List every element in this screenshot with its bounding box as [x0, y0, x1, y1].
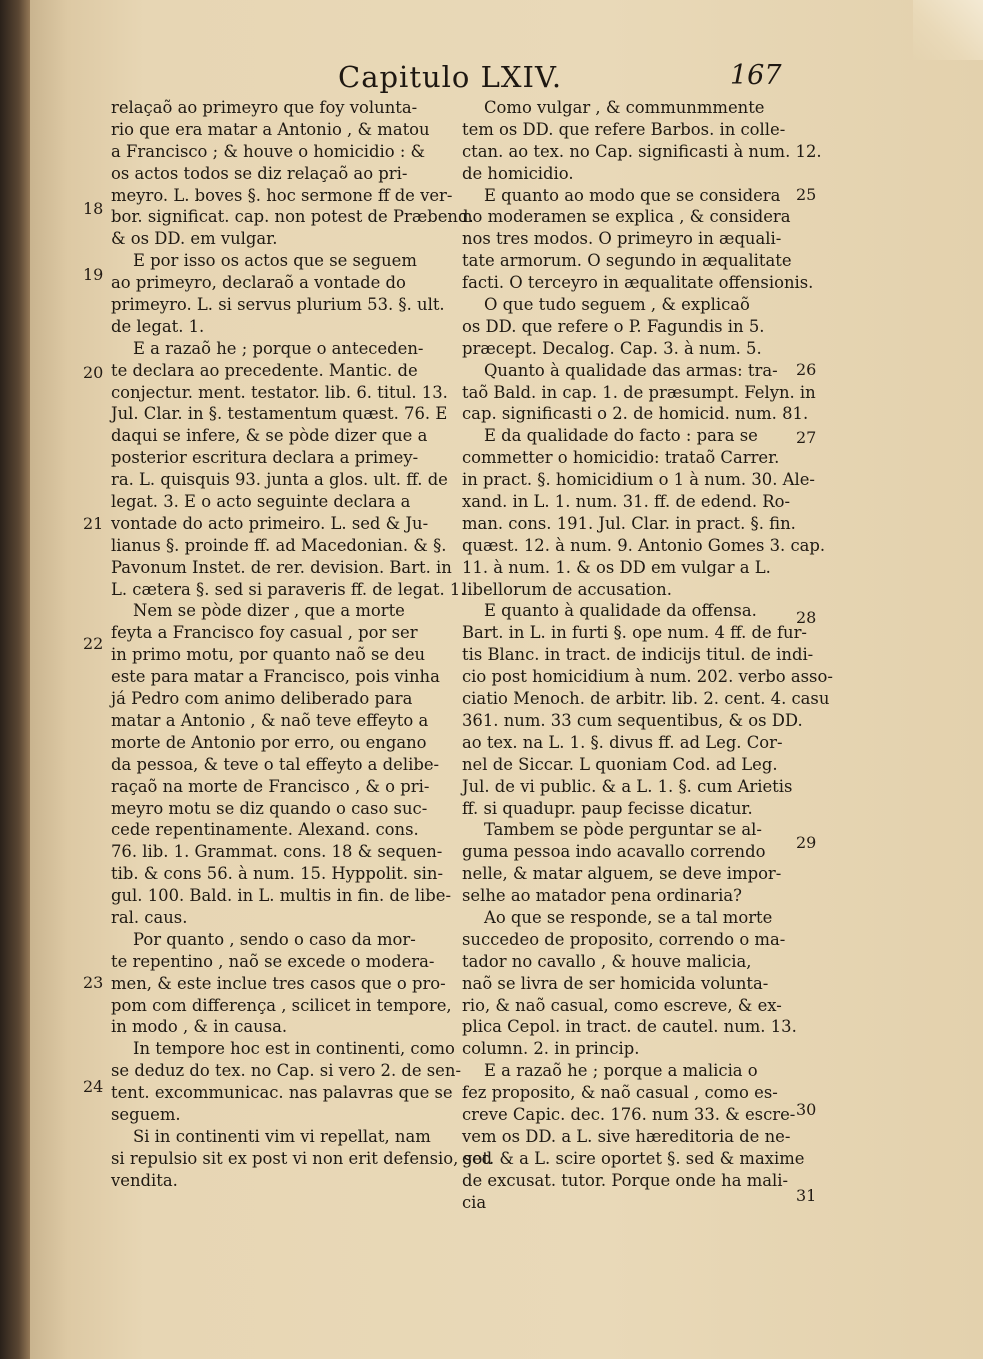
- text-line: já Pedro com animo deliberado para: [111, 689, 413, 709]
- margin-number: 18: [83, 199, 104, 218]
- text-line: ra. L. quisquis 93. junta a glos. ult. ff. de: [111, 470, 448, 490]
- text-line: pom com differença , scilicet in tempore,: [111, 995, 452, 1015]
- margin-number: 26: [796, 360, 817, 379]
- margin-number: 29: [796, 833, 817, 852]
- text-line: cia: [462, 1192, 487, 1212]
- text-line: de excusat. tutor. Porque onde ha mali-: [462, 1170, 789, 1190]
- text-line: taõ Bald. in cap. 1. de præsumpt. Felyn. in: [462, 382, 816, 402]
- text-line: bor. significat. cap. non potest de Præbend.: [111, 207, 474, 227]
- text-line: E quanto ao modo que se considera: [484, 185, 781, 205]
- text-line: este para matar a Francisco, pois vinha: [111, 667, 440, 687]
- text-line: O que tudo seguem , & explicaõ: [484, 295, 750, 315]
- book-page: [30, 0, 983, 1359]
- text-line: nelle, & matar alguem, se deve impor-: [462, 864, 782, 884]
- text-line: E a razaõ he ; porque o anteceden-: [133, 338, 424, 358]
- text-line: ral. caus.: [111, 907, 188, 927]
- margin-number: 23: [83, 973, 104, 992]
- text-line: in primo motu, por quanto naõ se deu: [111, 645, 426, 665]
- text-line: in pract. §. homicidium o 1 à num. 30. Ale-: [462, 470, 815, 490]
- book-gutter: [0, 0, 34, 1359]
- text-line: ao primeyro, declaraõ a vontade do: [111, 273, 406, 293]
- text-line: got. & a L. scire oportet §. sed & maxime: [462, 1148, 805, 1168]
- text-line: a Francisco ; & houve o homicidio : &: [111, 141, 426, 161]
- text-line: quæst. 12. à num. 9. Antonio Gomes 3. cap.: [462, 535, 826, 555]
- text-line: Pavonum Instet. de rer. devision. Bart. in: [111, 557, 452, 577]
- text-line: man. cons. 191. Jul. Clar. in pract. §. fin.: [462, 513, 796, 533]
- text-line: Si in continenti vim vi repellat, nam: [133, 1126, 431, 1146]
- text-line: si repulsio sit ex post vi non erit defensio, sed: [111, 1148, 493, 1168]
- text-line: facti. O terceyro in æqualitate offensionis.: [462, 273, 814, 293]
- text-line: tent. excommunicac. nas palavras que se: [111, 1083, 453, 1103]
- text-line: Jul. Clar. in §. testamentum quæst. 76. E: [111, 404, 448, 424]
- text-line: primeyro. L. si servus plurium 53. §. ult.: [111, 295, 445, 315]
- text-line: 76. lib. 1. Grammat. cons. 18 & sequen-: [111, 842, 443, 862]
- margin-number: 28: [796, 608, 817, 627]
- text-line: tador no cavallo , & houve malicia,: [462, 951, 752, 971]
- margin-number: 25: [796, 185, 817, 204]
- text-line: Bart. in L. in furti §. ope num. 4 ff. de fur-: [462, 623, 807, 643]
- text-line: Quanto à qualidade das armas: tra-: [484, 360, 778, 380]
- text-line: E a razaõ he ; porque a malicia o: [484, 1061, 758, 1081]
- margin-number: 21: [83, 514, 104, 533]
- text-line: te declara ao precedente. Mantic. de: [111, 360, 418, 380]
- text-line: no moderamen se explica , & considera: [462, 207, 791, 227]
- text-line: Como vulgar , & communmmente: [484, 98, 765, 117]
- text-line: ctan. ao tex. no Cap. significasti à num. 12.: [462, 141, 822, 161]
- text-line: guma pessoa indo acavallo correndo: [462, 842, 766, 862]
- text-line: matar a Antonio , & naõ teve effeyto a: [111, 710, 429, 730]
- text-line: plica Cepol. in tract. de cautel. num. 13.: [462, 1017, 797, 1037]
- text-line: nel de Siccar. L quoniam Cod. ad Leg.: [462, 754, 778, 774]
- text-line: se deduz do tex. no Cap. si vero 2. de sen-: [111, 1061, 461, 1081]
- text-line: ciatio Menoch. de arbitr. lib. 2. cent. 4. casu: [462, 689, 830, 709]
- text-line: daqui se infere, & se pòde dizer que a: [111, 426, 428, 446]
- text-line: xand. in L. 1. num. 31. ff. de edend. Ro-: [462, 492, 790, 512]
- margin-number: 30: [796, 1100, 817, 1119]
- text-line: da pessoa, & teve o tal effeyto a delibe-: [111, 754, 440, 774]
- text-line: legat. 3. E o acto seguinte declara a: [111, 492, 411, 512]
- text-line: conjectur. ment. testator. lib. 6. titul. 13.: [111, 382, 448, 402]
- text-line: meyro motu se diz quando o caso suc-: [111, 798, 428, 818]
- margin-number: 19: [83, 265, 104, 284]
- text-line: men, & este inclue tres casos que o pro-: [111, 973, 446, 993]
- text-line: raçaõ na morte de Francisco , & o pri-: [111, 776, 430, 796]
- text-line: tem os DD. que refere Barbos. in colle-: [462, 119, 786, 139]
- text-line: & os DD. em vulgar.: [111, 229, 278, 249]
- text-line: de homicidio.: [462, 163, 574, 183]
- text-line: E da qualidade do facto : para se: [484, 426, 758, 446]
- text-line: L. cætera §. sed si paraveris ff. de legat. 1.: [111, 579, 466, 599]
- text-line: column. 2. in princip.: [462, 1039, 640, 1059]
- text-line: fez proposito, & naõ casual , como es-: [462, 1083, 778, 1103]
- text-line: relaçaõ ao primeyro que foy volunta-: [111, 98, 418, 117]
- text-line: E quanto à qualidade da offensa.: [484, 601, 757, 621]
- text-line: 361. num. 33 cum sequentibus, & os DD.: [462, 710, 803, 730]
- text-line: posterior escritura declara a primey-: [111, 448, 419, 468]
- text-line: Nem se pòde dizer , que a morte: [133, 601, 405, 621]
- text-line: rio que era matar a Antonio , & matou: [111, 119, 430, 139]
- text-line: Ao que se responde, se a tal morte: [484, 907, 773, 927]
- text-line: E por isso os actos que se seguem: [133, 251, 417, 271]
- margin-number: 31: [796, 1186, 817, 1205]
- text-line: Tambem se pòde perguntar se al-: [484, 820, 762, 840]
- text-line: succedeo de proposito, correndo o ma-: [462, 929, 786, 949]
- text-line: feyta a Francisco foy casual , por ser: [111, 623, 418, 643]
- text-line: Jul. de vi public. & a L. 1. §. cum Arietis: [462, 776, 793, 796]
- text-line: tis Blanc. in tract. de indicijs titul. de indi-: [462, 645, 814, 665]
- text-line: os actos todos se diz relaçaõ ao pri-: [111, 163, 408, 183]
- text-line: vontade do acto primeiro. L. sed & Ju-: [111, 513, 429, 533]
- text-line: tib. & cons 56. à num. 15. Hyppolit. sin-: [111, 864, 444, 884]
- text-line: vem os DD. a L. sive hæreditoria de ne-: [462, 1126, 791, 1146]
- text-line: lianus §. proinde ff. ad Macedonian. & §.: [111, 535, 447, 555]
- chapter-title: Capitulo LXIV.: [338, 60, 563, 94]
- text-line: In tempore hoc est in continenti, como: [133, 1039, 455, 1059]
- text-line: commetter o homicidio: trataõ Carrer.: [462, 448, 780, 468]
- text-line: gul. 100. Bald. in L. multis in fin. de libe-: [111, 886, 452, 906]
- page-number: 167: [730, 60, 782, 91]
- text-line: rio, & naõ casual, como escreve, & ex-: [462, 995, 782, 1015]
- text-line: meyro. L. boves §. hoc sermone ff de ver-: [111, 185, 453, 205]
- text-line: præcept. Decalog. Cap. 3. à num. 5.: [462, 338, 762, 358]
- text-line: morte de Antonio por erro, ou engano: [111, 732, 427, 752]
- margin-number: 20: [83, 363, 104, 382]
- left-column: [111, 97, 493, 1192]
- text-line: 11. à num. 1. & os DD em vulgar a L.: [462, 557, 771, 577]
- text-line: ff. si quadupr. paup fecisse dicatur.: [462, 798, 753, 818]
- text-line: cede repentinamente. Alexand. cons.: [111, 820, 419, 840]
- text-line: te repentino , naõ se excede o modera-: [111, 951, 435, 971]
- text-line: libellorum de accusation.: [462, 579, 672, 599]
- text-line: nos tres modos. O primeyro in æquali-: [462, 229, 782, 249]
- text-line: seguem.: [111, 1104, 181, 1124]
- text-line: in modo , & in causa.: [111, 1017, 288, 1037]
- text-line: Por quanto , sendo o caso da mor-: [133, 929, 416, 949]
- text-line: de legat. 1.: [111, 316, 205, 336]
- text-line: tate armorum. O segundo in æqualitate: [462, 251, 792, 271]
- text-line: selhe ao matador pena ordinaria?: [462, 886, 742, 906]
- text-line: vendita.: [111, 1170, 178, 1190]
- text-line: ao tex. na L. 1. §. divus ff. ad Leg. Cor-: [462, 732, 783, 752]
- text-line: naõ se livra de ser homicida volunta-: [462, 973, 769, 993]
- margin-number: 27: [796, 428, 817, 447]
- text-line: cio post homicidium à num. 202. verbo asso-: [462, 667, 833, 687]
- margin-number: 24: [83, 1077, 104, 1096]
- text-line: cap. significasti o 2. de homicid. num. 81.: [462, 404, 809, 424]
- text-line: creve Capic. dec. 176. num 33. & escre-: [462, 1104, 796, 1124]
- text-line: os DD. que refere o P. Fagundis in 5.: [462, 316, 765, 336]
- margin-number: 22: [83, 634, 104, 653]
